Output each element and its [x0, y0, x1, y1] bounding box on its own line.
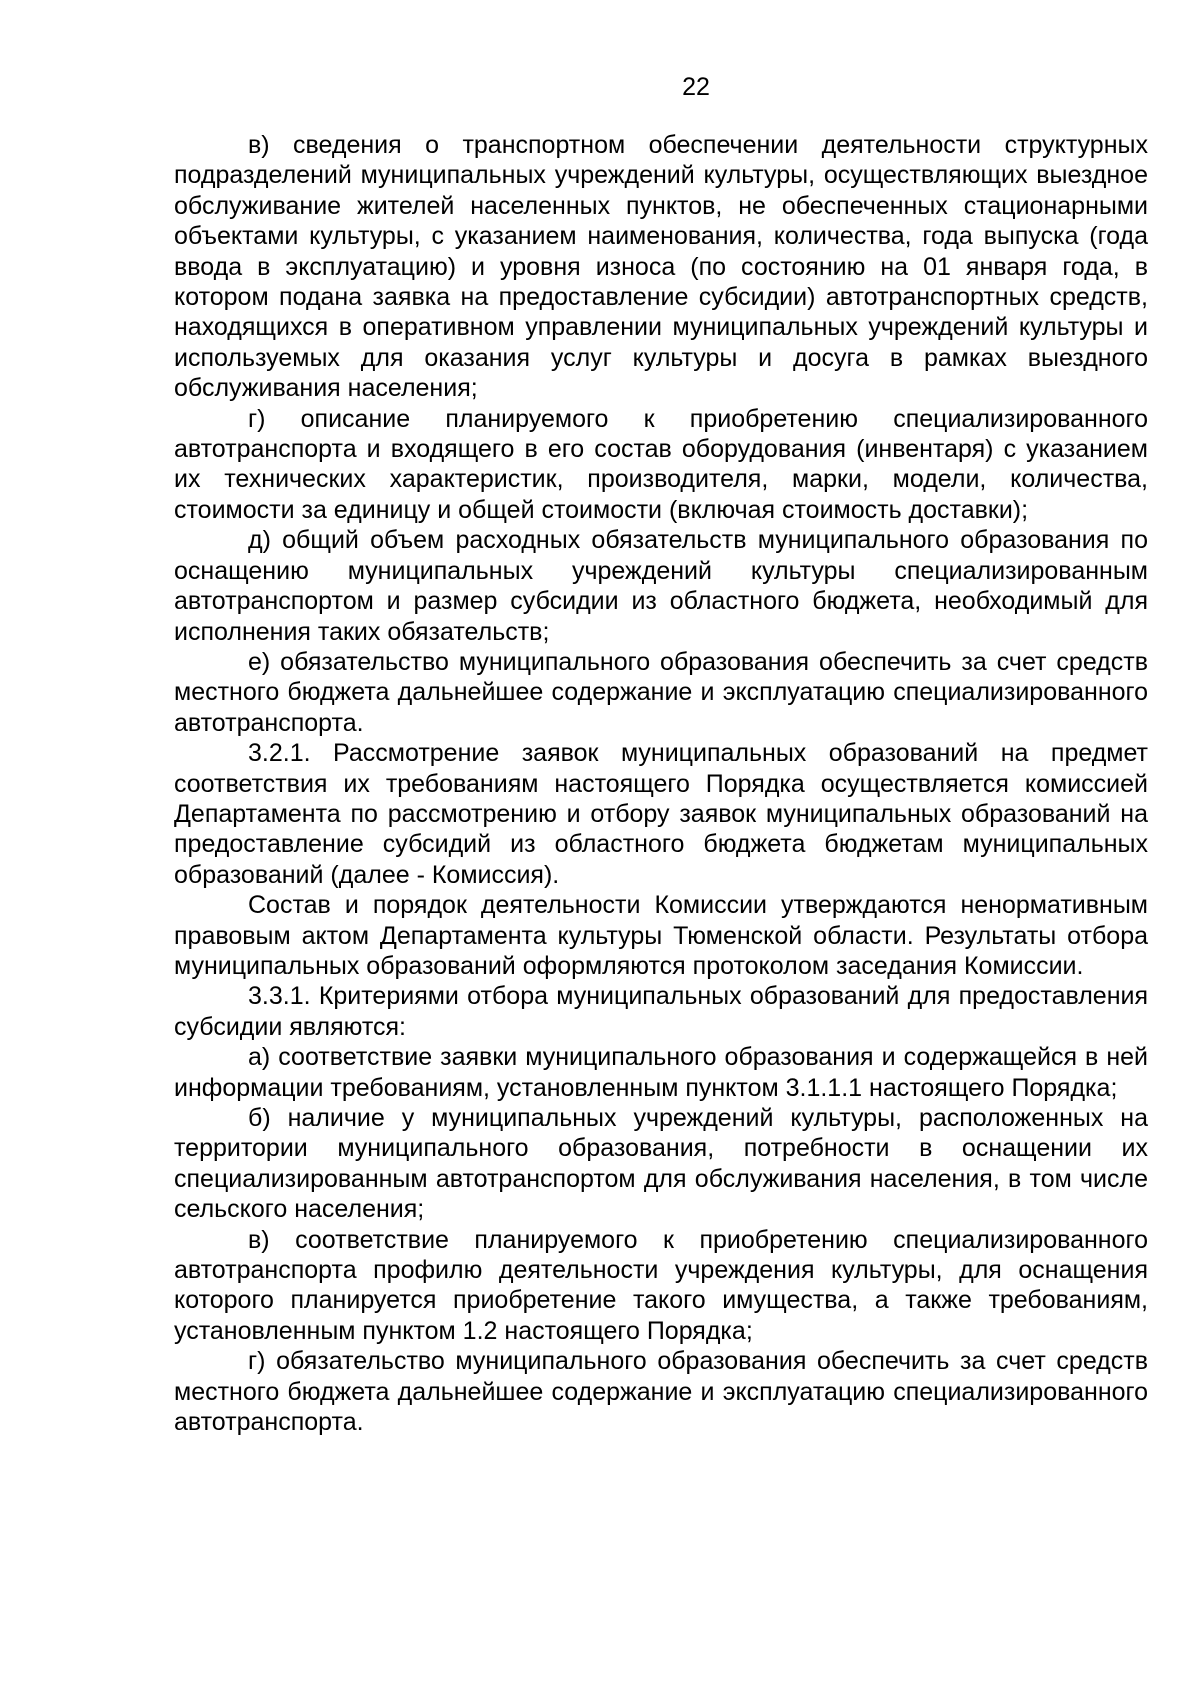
paragraph-criterion-c: в) соответствие планируемого к приобретению специализированного автотранспорта профилю деятельности учреждения культуры, для оснащения которого планируется приобретение такого имущества, а также требованиям, установленным пунктом 1.2 настоящего Порядка; — [174, 1225, 1148, 1345]
paragraph-vehicle-description: г) описание планируемого к приобретению специализированного автотранспорта и входящего в его состав оборудования (инвентаря) с указанием их технических характеристик, производителя, марки, модели, количества, стоимости за единицу и общей стоимости (включая стоимость доставки); — [174, 404, 1148, 524]
paragraph-selection-criteria: 3.3.1. Критериями отбора муниципальных образований для предоставления субсидии являются: — [174, 982, 1148, 1041]
paragraph-transport-info: в) сведения о транспортном обеспечении деятельности структурных подразделений муниципальных учреждений культуры, осуществляющих выездное обслуживание жителей населенных пунктов, не обеспеченных стационарными объектами культуры, с указанием наименования, количества, года выпуска (года ввода в эксплуатацию) и уровня износа (по состоянию на 01 января года, в котором подана заявка на предоставление субсидии) автотранспортных средств, находящихся в оперативном управлении муниципальных учреждений культуры и используемых для оказания услуг культуры и досуга в рамках выездного обслуживания населения; — [174, 131, 1148, 403]
paragraph-application-review: 3.2.1. Рассмотрение заявок муниципальных образований на предмет соответствия их требованиям настоящего Порядка осуществляется комиссией Департамента по рассмотрению и отбору заявок муниципальных образований на предоставление субсидий из областного бюджета бюджетам муниципальных образований (далее - Комиссия). — [174, 739, 1148, 889]
paragraph-criterion-d: г) обязательство муниципального образования обеспечить за счет средств местного бюджета дальнейшее содержание и эксплуатацию специализированного автотранспорта. — [174, 1347, 1148, 1437]
paragraph-criterion-b: б) наличие у муниципальных учреждений культуры, расположенных на территории муниципального образования, потребности в оснащении их специализированным автотранспортом для обслуживания населения, в том числе сельского населения; — [174, 1104, 1148, 1224]
paragraph-criterion-a: а) соответствие заявки муниципального образования и содержащейся в ней информации требованиям, установленным пунктом 3.1.1.1 настоящего Порядка; — [174, 1043, 1148, 1102]
page-number: 22 — [682, 73, 710, 101]
paragraph-expenditure-volume: д) общий объем расходных обязательств муниципального образования по оснащению муниципальных учреждений культуры специализированным автотранспортом и размер субсидии из областного бюджета, необходимый для исполнения таких обязательств; — [174, 526, 1148, 646]
document-body — [174, 130, 1148, 1437]
paragraph-maintenance-obligation: е) обязательство муниципального образования обеспечить за счет средств местного бюджета дальнейшее содержание и эксплуатацию специализированного автотранспорта. — [174, 647, 1148, 737]
paragraph-commission-composition: Состав и порядок деятельности Комиссии утверждаются ненормативным правовым актом Департамента культуры Тюменской области. Результаты отбора муниципальных образований оформляются протоколом заседания Комиссии. — [174, 891, 1148, 980]
